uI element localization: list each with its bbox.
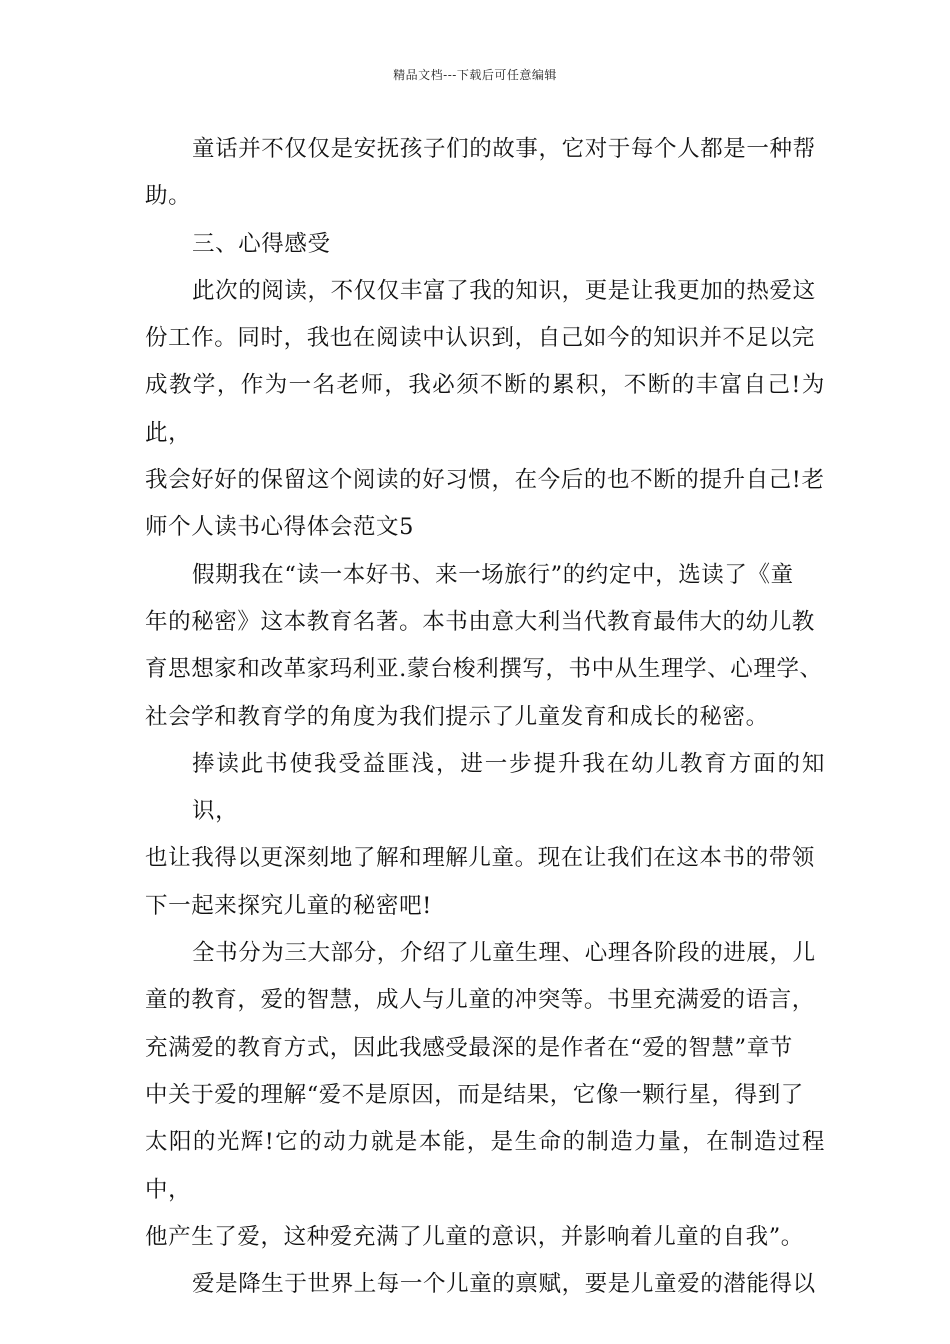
text-line: 社会学和教育学的角度为我们提示了儿童发育和成长的秘密。 [145, 703, 769, 730]
text-line: 育思想家和改革家玛利亚.蒙台梭利撰写，书中从生理学、心理学、 [145, 656, 823, 683]
text-line: 他产生了爱，这种爱充满了儿童的意识，并影响着儿童的自我”。 [145, 1223, 804, 1250]
text-line: 助。 [145, 183, 192, 210]
document-body [145, 126, 825, 1308]
text-line: 也让我得以更深刻地了解和理解儿童。现在让我们在这本书的带领 [145, 845, 815, 872]
text-line: 充满爱的教育方式，因此我感受最深的是作者在“爱的智慧”章节 [145, 1034, 793, 1061]
text-line: 下一起来探究儿童的秘密吧! [145, 892, 432, 919]
text-line: 童话并不仅仅是安抚孩子们的故事，它对于每个人都是一种帮 [192, 136, 816, 162]
text-line: 师个人读书心得体会范文5 [145, 514, 415, 541]
text-line: 太阳的光辉!它的动力就是本能，是生命的制造力量，在制造过程中， [145, 1129, 825, 1203]
text-line: 中关于爱的理解“爱不是原因，而是结果，它像一颗行星，得到了 [145, 1081, 804, 1108]
text-line: 假期我在“读一本好书、来一场旅行”的约定中，选读了《童 [192, 561, 794, 588]
text-line: 全书分为三大部分，介绍了儿童生理、心理各阶段的进展，儿 [192, 940, 816, 967]
text-line: 捧读此书使我受益匪浅，进一步提升我在幼儿教育方面的知识， [192, 750, 825, 825]
page-header: 精品文档---下载后可任意编辑 [393, 68, 557, 82]
text-line: 成教学，作为一名老师，我必须不断的累积，不断的丰富自己!为此， [145, 372, 825, 446]
text-line: 份工作。同时，我也在阅读中认识到，自己如今的知识并不足以完 [145, 325, 815, 352]
text-line: 童的教育，爱的智慧，成人与儿童的冲突等。书里充满爱的语言， [145, 987, 815, 1014]
text-line: 此次的阅读，不仅仅丰富了我的知识，更是让我更加的热爱这 [192, 277, 816, 304]
text-line: 我会好好的保留这个阅读的好习惯，在今后的也不断的提升自己!老 [145, 467, 825, 494]
text-line: 爱是降生于世界上每一个儿童的禀赋，要是儿童爱的潜能得以 [192, 1271, 816, 1298]
section-heading: 三、心得感受 [192, 230, 331, 257]
text-line: 年的秘密》这本教育名著。本书由意大利当代教育最伟大的幼儿教 [145, 608, 815, 635]
